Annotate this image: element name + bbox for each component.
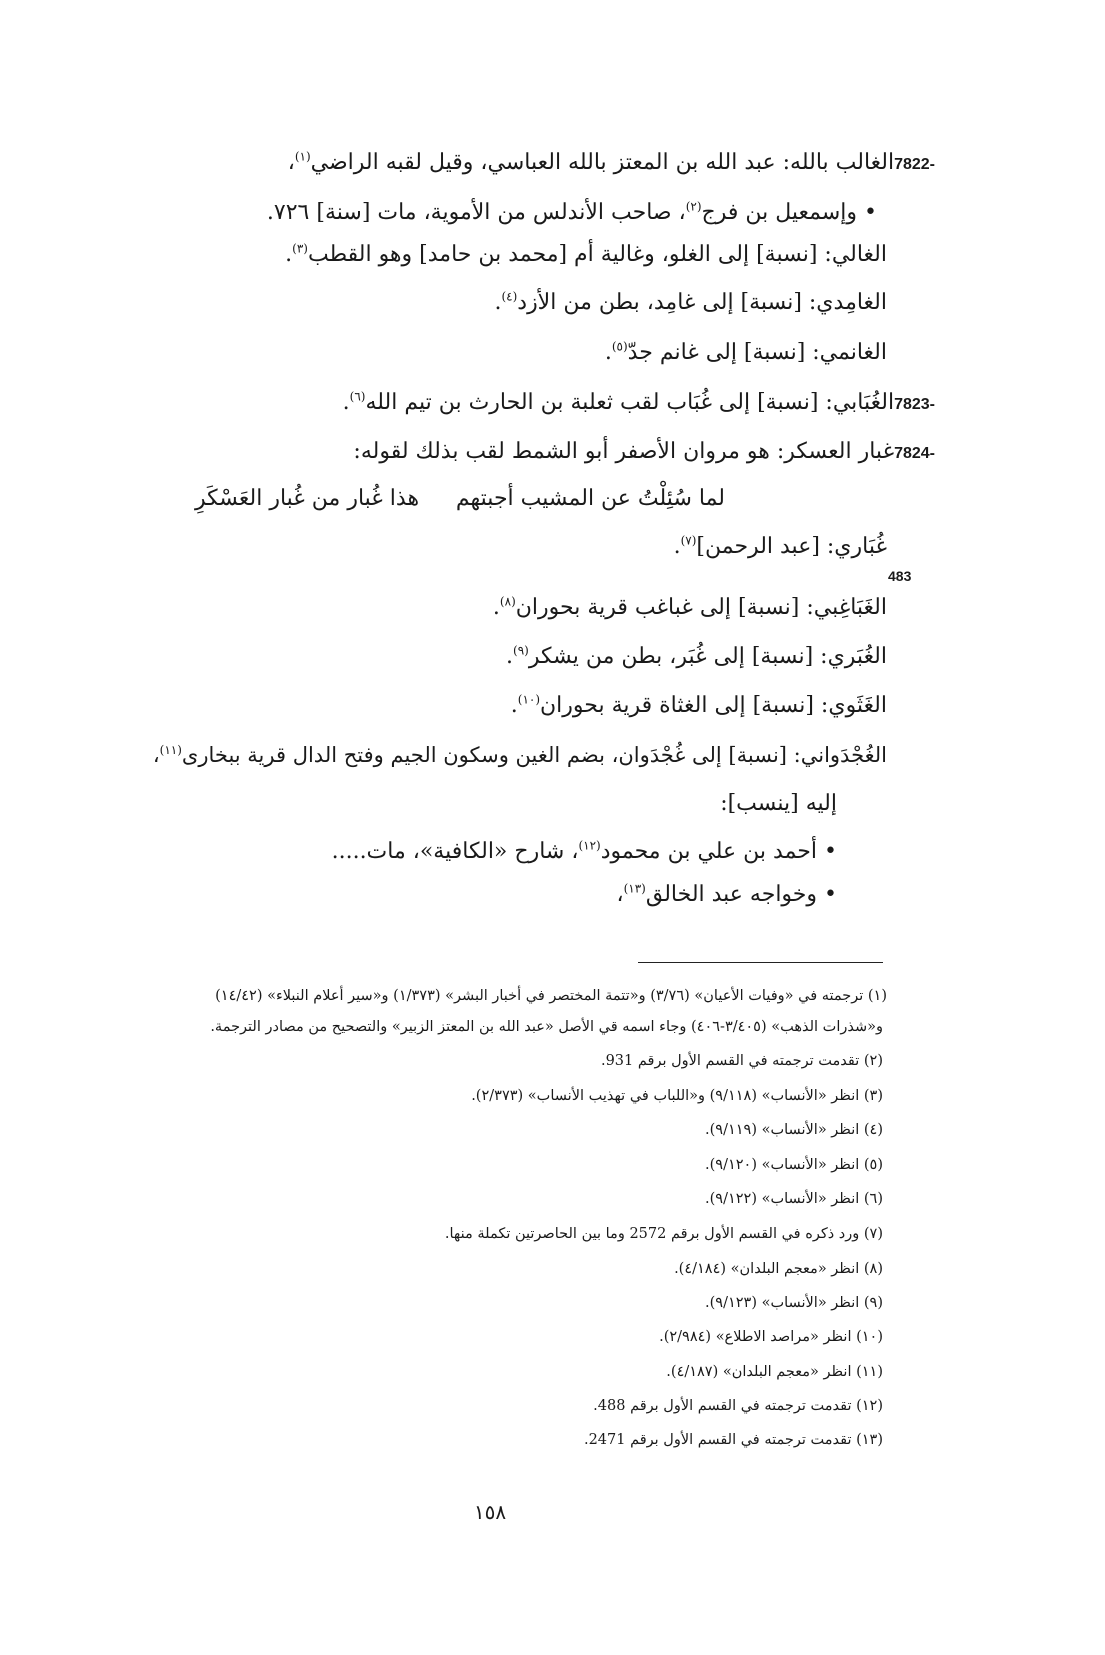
entry-ghubari: غُبَاري: [عبد الرحمن]$^{(٧)}$. [673, 533, 887, 559]
entry-ghabaghibi: الغَبَاغِبي: [نسبة] إلى غباغب قرية بحوران$^{(٨)}$. [492, 594, 887, 620]
footnote-4: (٤) انظر «الأنساب» (٩/١١٩). [705, 1122, 883, 1138]
entry-text: الغانمي: [نسبة] إلى غانم جدّ [627, 340, 887, 365]
footnote-8: (٨) انظر «معجم البلدان» (٤/١٨٤). [674, 1261, 883, 1277]
footnote-7: (٧) ورد ذكره في القسم الأول برقم 2572 وما بين الحاصرتين تكملة منها. [444, 1226, 883, 1242]
entry-ghujdawani-cont [720, 788, 837, 820]
entry-text: • أحمد بن علي بن محمود [600, 839, 837, 864]
footnote-ref[interactable]: (١٠) [517, 692, 541, 707]
footnote-separator [638, 962, 883, 963]
footnote-ref[interactable]: (٧) [680, 533, 697, 548]
entry-number: -7823 [894, 396, 935, 413]
footnote-ref[interactable]: (٤) [501, 289, 518, 304]
entry-text: غُبَاري: [عبد الرحمن] [696, 534, 887, 559]
entry-7824 [353, 436, 935, 470]
entry-ghamidi: الغامِدي: [نسبة] إلى غامِد، بطن من الأزد$^{(٤)}$. [494, 289, 887, 315]
entry-text: • وإسمعيل بن فرج [701, 200, 877, 225]
footnote-1-cont: و«شذرات الذهب» (٣/٤٠٥-٤٠٦) وجاء اسمه قي الأصل «عبد الله بن المعتز الزبير» والتصحيح من مصادر الترجمة. [210, 1019, 883, 1035]
footnote-ref[interactable]: (١١) [159, 743, 182, 757]
footnote-3: (٣) انظر «الأنساب» (٩/١١٨) و«اللباب في تهذيب الأنساب» (٢/٣٧٣). [471, 1088, 883, 1104]
footnote-ref[interactable]: (٩) [513, 643, 529, 658]
footnote-1: (١) ترجمته في «وفيات الأعيان» (٣/٧٦) و«تتمة المختصر في أخبار البشر» (١/٣٧٣) و«سير أعلام النبلاء» (١٤/٤٢) [215, 988, 887, 1004]
footnote-11: (١١) انظر «معجم البلدان» (٤/١٨٧). [666, 1364, 883, 1380]
verse-first-hemistich: لما سُئِلْتُ عن المشيب أجبتهم [455, 486, 725, 511]
entry-khawaja: • وخواجه عبد الخالق$^{(١٣)}$، [616, 881, 837, 907]
footnote-ref[interactable]: (٢) [685, 199, 702, 214]
footnote-10: (١٠) انظر «مراصد الاطلاع» (٢/٩٨٤). [659, 1329, 883, 1345]
entry-ghanimi: الغانمي: [نسبة] إلى غانم جدّ$^{(٥)}$. [604, 339, 887, 365]
footnote-ref[interactable]: (١٣) [623, 881, 646, 896]
entry-text: غبار العسكر: هو مروان الأصفر أبو الشمط لقب بذلك لقوله: [353, 439, 895, 464]
footnote-ref[interactable]: (٣) [292, 241, 308, 256]
entry-ghubari-yashkur: الغُبَري: [نسبة] إلى غُبَر، بطن من يشكر$^{(٩)}$. [506, 643, 887, 669]
footnote-9: (٩) انظر «الأنساب» (٩/١٢٣). [705, 1295, 883, 1311]
footnote-12: (١٢) تقدمت ترجمته في القسم الأول برقم 488. [593, 1398, 883, 1414]
footnote-6: (٦) انظر «الأنساب» (٩/١٢٢). [705, 1191, 883, 1207]
verse-second-hemistich: هذا غُبار من غُبار العَسْكَرِ [195, 486, 420, 511]
entry-number: -7824 [894, 445, 935, 462]
entry-text: الغَثَوي: [نسبة] إلى الغثاة قرية بحوران [540, 693, 887, 718]
entry-text: • وخواجه عبد الخالق [645, 882, 837, 907]
entry-text: الغُجْدَواني: [نسبة] إلى غُجْدَوان، بضم الغين وسكون الجيم وفتح الدال قرية ببخارى [181, 743, 887, 767]
entry-text: الغالي: [نسبة] إلى الغلو، وغالية أم [محمد بن حامد] وهو القطب [307, 242, 887, 267]
page-number: ١٥٨ [473, 1500, 507, 1524]
entry-text: الغامِدي: [نسبة] إلى غامِد، بطن من الأزد [517, 290, 887, 315]
footnote-ref[interactable]: (٥) [611, 339, 628, 354]
footnote-2: (٢) تقدمت ترجمته في القسم الأول برقم 931. [600, 1053, 883, 1069]
footnote-5: (٥) انظر «الأنساب» (٩/١٢٠). [705, 1157, 883, 1173]
entry-7823: -7823الغُبَابي: [نسبة] إلى غُبَاب لقب ثعلبة بن الحارث بن تيم الله$^{(٦)}$. [342, 389, 935, 415]
entry-ahmad: • أحمد بن علي بن محمود$^{(١٢)}$، شارح «الكافية»، مات..... [331, 838, 837, 864]
entry-ghujdawani: الغُجْدَواني: [نسبة] إلى غُجْدَوان، بضم الغين وسكون الجيم وفتح الدال قرية ببخارى$^{(١١)}$، [152, 743, 887, 767]
footnote-ref[interactable]: (١) [294, 149, 311, 164]
entry-text: الغُبَري: [نسبة] إلى غُبَر، بطن من يشكر [528, 644, 887, 669]
footnote-13: (١٣) تقدمت ترجمته في القسم الأول برقم 2471. [583, 1432, 883, 1448]
footnote-ref[interactable]: (١٢) [578, 838, 601, 853]
footnote-ref[interactable]: (٦) [349, 389, 366, 404]
entry-text: إليه [ينسب]: [720, 791, 837, 816]
entry-text: الغَبَاغِبي: [نسبة] إلى غباغب قرية بحوران [515, 595, 887, 620]
original-page-marker: 483 [888, 568, 912, 584]
entry-ghathawi: الغَثَوي: [نسبة] إلى الغثاة قرية بحوران$^{(١٠)}$. [510, 692, 887, 718]
entry-number: -7822 [894, 156, 935, 173]
footnote-ref[interactable]: (٨) [499, 594, 516, 609]
entry-ismail: • وإسمعيل بن فرج$^{(٢)}$، صاحب الأندلس من الأموية، مات [سنة] ٧٢٦. [266, 199, 877, 225]
entry-text: الغالب بالله: عبد الله بن المعتز بالله العباسي، وقيل لقبه الراضي [310, 150, 895, 175]
entry-7822: -7822الغالب بالله: عبد الله بن المعتز بالله العباسي، وقيل لقبه الراضي$^{(١)}$، [287, 149, 935, 175]
entry-ghali: الغالي: [نسبة] إلى الغلو، وغالية أم [محمد بن حامد] وهو القطب$^{(٣)}$. [285, 241, 887, 267]
entry-text: الغُبَابي: [نسبة] إلى غُبَاب لقب ثعلبة بن الحارث بن تيم الله [365, 390, 895, 415]
